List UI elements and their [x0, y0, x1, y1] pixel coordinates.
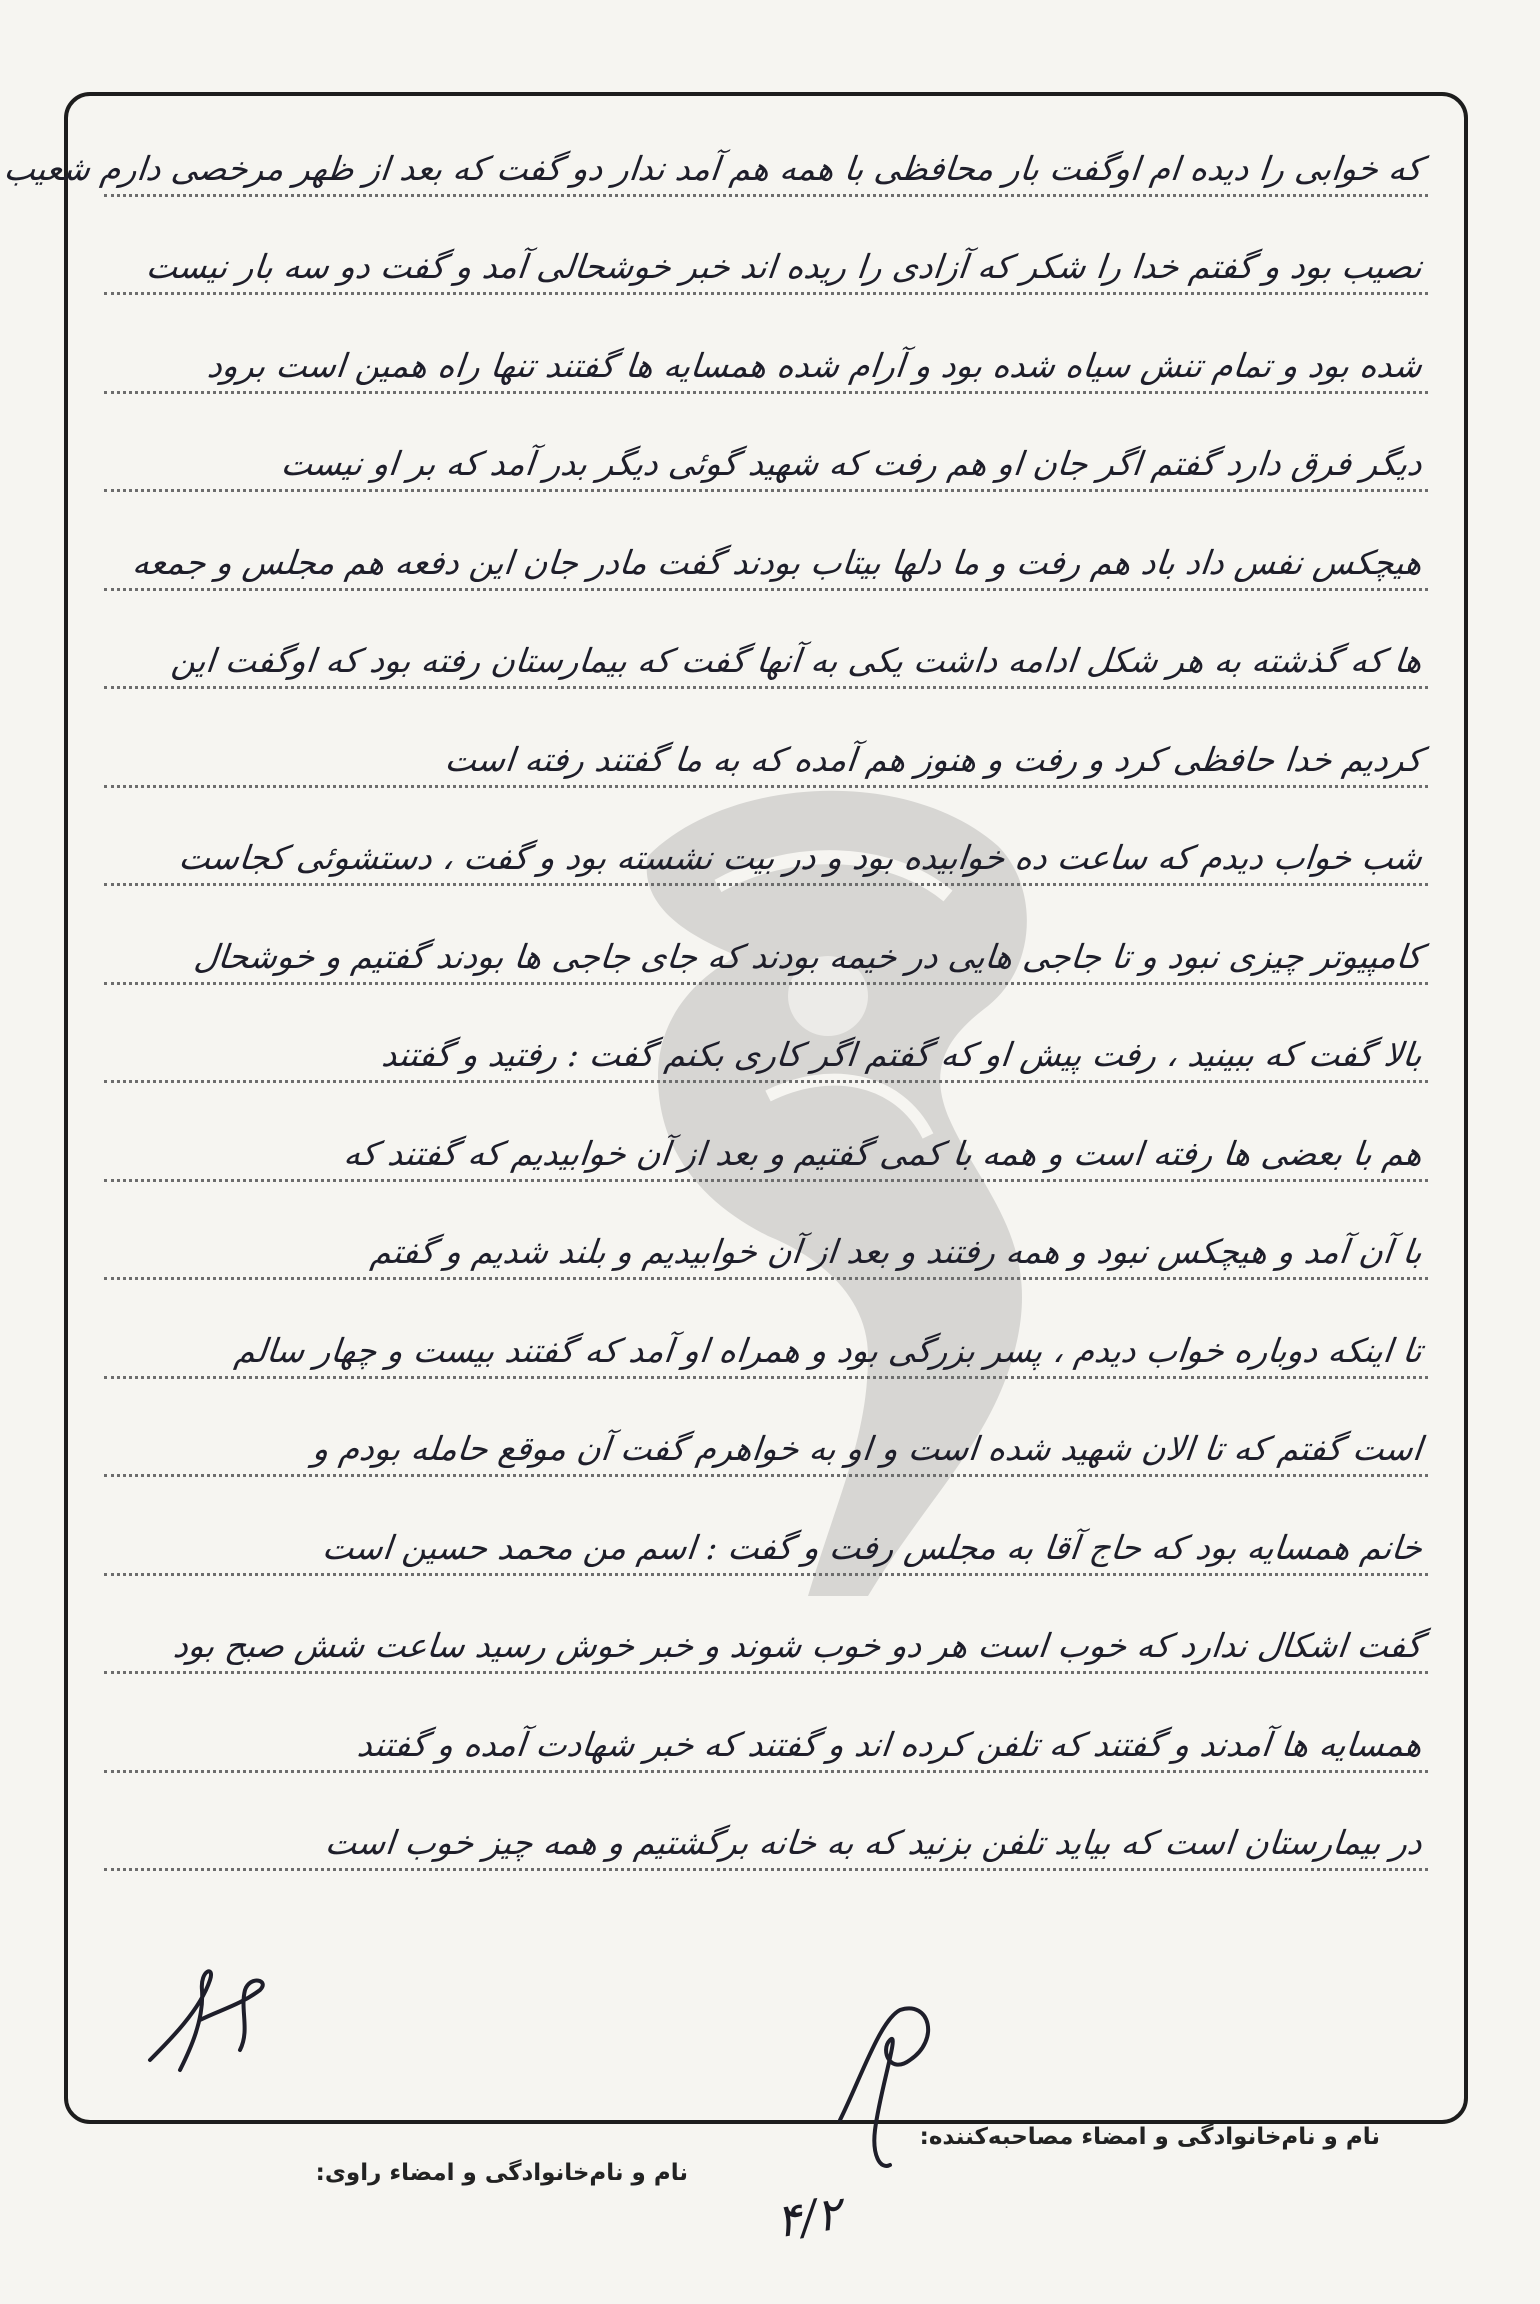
line-text: هیچکس نفس داد باد هم رفت و ما دلها بیتاب بودند گفت مادر جان این دفعه هم مجلس و جمعه — [130, 542, 1425, 582]
text-line — [104, 1395, 1428, 1494]
text-line — [104, 1198, 1428, 1297]
line-text: همسایه ها آمدند و گفتند که تلفن کرده اند و گفتند که خبر شهادت آمده و گفتند — [355, 1724, 1425, 1764]
text-line — [2, 114, 1428, 213]
text-line — [104, 1296, 1428, 1395]
line-text: خانم همسایه بود که حاج آقا به مجلس رفت و گفت : اسم من محمد حسین است — [320, 1527, 1425, 1567]
page-frame — [2, 92, 1468, 2186]
line-text: در بیمارستان است که بیاید تلفن بزنید که به خانه برگشتیم و همه چیز خوب است — [323, 1823, 1425, 1862]
line-text: است گفتم که تا الان شهید شده است و او به خواهرم گفت آن موقع حامله بودم و — [310, 1429, 1425, 1468]
text-line — [104, 410, 1428, 509]
interviewer-signature-label: نام و نام‌خانوادگی و امضاء مصاحبه‌کننده: — [919, 2124, 1380, 2150]
text-line — [104, 1690, 1428, 1789]
text-line — [104, 213, 1428, 312]
signature-area — [104, 2088, 1428, 2186]
line-text: شب خواب دیدم که ساعت ده خوابیده بود و در بیت نشسته بود و گفت ، دستشوئی کجاست — [177, 838, 1425, 877]
text-line — [104, 607, 1428, 706]
text-line — [104, 1493, 1428, 1592]
text-line — [104, 1592, 1428, 1691]
text-line — [104, 804, 1428, 903]
text-line — [104, 705, 1428, 804]
handwritten-text-block — [2, 114, 1428, 1887]
text-line — [104, 508, 1428, 607]
text-line — [104, 902, 1428, 1001]
line-text: شده بود و تمام تنش سیاه شده بود و آرام شده همسایه ها گفتند تنها راه همین است برود — [205, 345, 1425, 385]
text-line — [104, 1099, 1428, 1198]
line-text: هم با بعضی ها رفته است و همه با کمی گفتیم و بعد از آن خوابیدیم که گفتند که — [341, 1133, 1425, 1173]
line-text: کامپیوتر چیزی نبود و تا جاجی هایی در خیمه بودند که جای جاجی ها بودند گفتیم و خوشحال — [192, 936, 1425, 976]
line-text: ها که گذشته به هر شکل ادامه داشت یکی به آنها گفت که بیمارستان رفته بود که اوگفت این — [169, 641, 1425, 680]
text-line — [104, 311, 1428, 410]
narrator-signature-label: نام و نام‌خانوادگی و امضاء راوی: — [315, 2160, 688, 2186]
line-text: تا اینکه دوباره خواب دیدم ، پسر بزرگی بود و همراه او آمد که گفتند بیست و چهار سالم — [232, 1330, 1425, 1370]
interviewer-signature — [820, 1980, 960, 2180]
text-line — [104, 1789, 1428, 1888]
line-text: نصیب بود و گفتم خدا را شکر که آزادی را ریده اند خبر خوشحالی آمد و گفت دو سه بار نیست — [144, 247, 1425, 286]
line-text: گفت اشکال ندارد که خوب است هر دو خوب شوند و خبر خوش رسید ساعت شش صبح بود — [171, 1626, 1425, 1665]
narrator-signature — [130, 1950, 290, 2090]
line-text: کردیم خدا حافظی کرد و رفت و هنوز هم آمده که به ما گفتند رفته است — [443, 739, 1425, 779]
line-text: با آن آمد و هیچکس نبود و همه رفتند و بعد از آن خوابیدیم و بلند شدیم و گفتم — [368, 1232, 1425, 1271]
line-text: که خوابی را دیده ام اوگفت بار محافظی با همه هم آمد ندار دو گفت که بعد از ظهر مرخصی دارم شعیب — [2, 148, 1425, 188]
line-text: بالا گفت که ببینید ، رفت پیش او که گفتم اگر کاری بکنم گفت : رفتید و گفتند — [379, 1035, 1425, 1074]
line-text: دیگر فرق دارد گفتم اگر جان او هم رفت که شهید گوئی دیگر بدر آمد که بر او نیست — [279, 444, 1425, 483]
text-line — [104, 1001, 1428, 1100]
page-number: ۴/۲ — [772, 2185, 845, 2249]
